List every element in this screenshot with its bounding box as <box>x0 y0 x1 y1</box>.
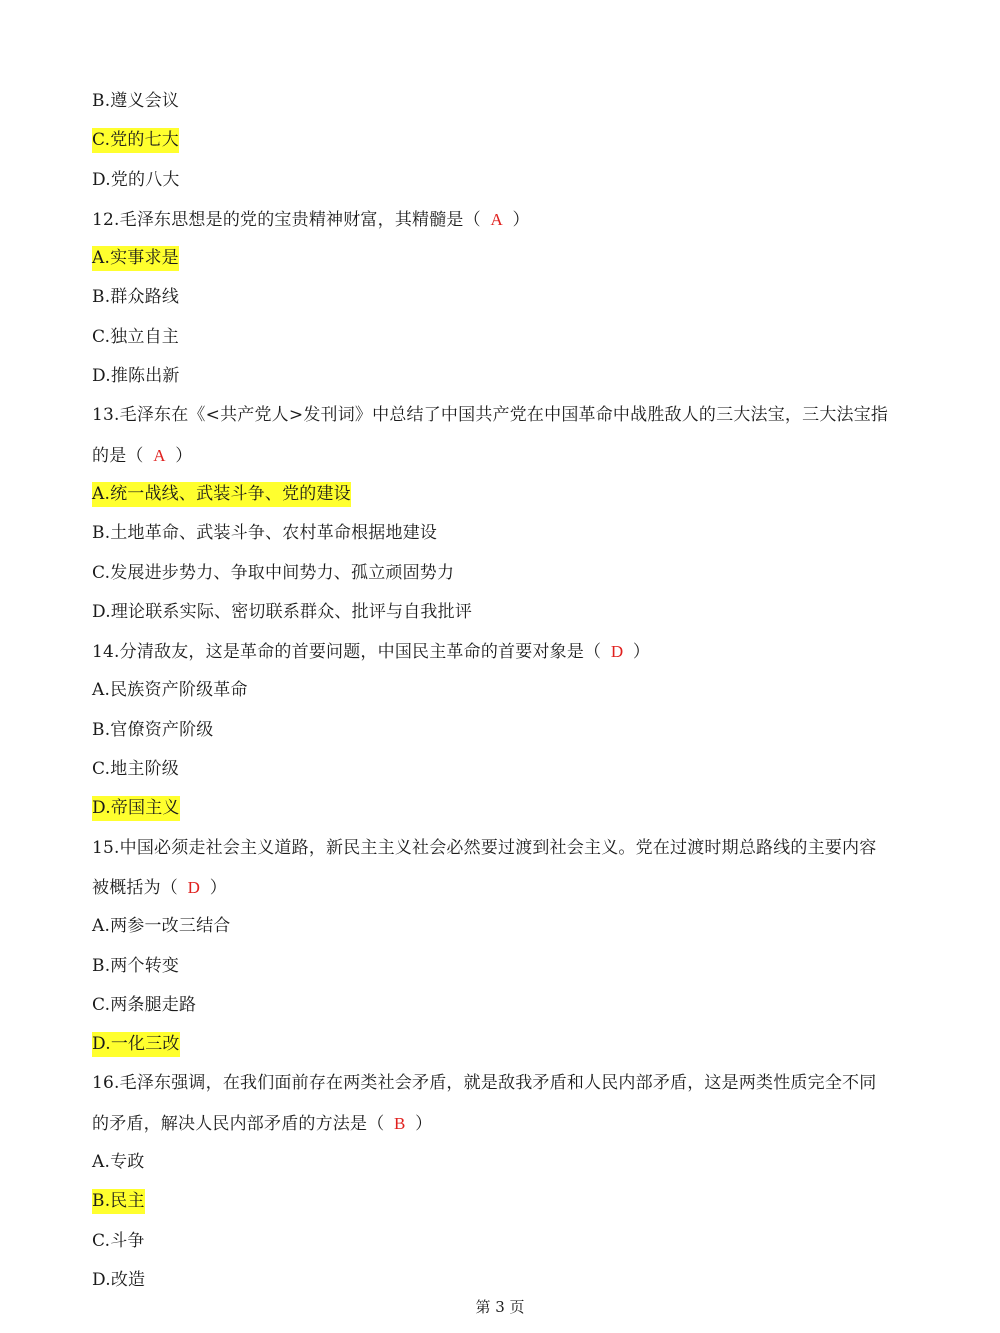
question-text: 15.中国必须走社会主义道路，新民主主义社会必然要过渡到社会主义。党在过渡时期总路线的主要内容 <box>92 837 877 858</box>
option-text: C.独立自主 <box>92 326 180 347</box>
question-line <box>92 200 912 239</box>
text-line <box>92 161 912 200</box>
question-list <box>92 82 912 1300</box>
correct-option-highlight: D.帝国主义 <box>92 796 180 821</box>
answer-letter: A <box>490 209 503 229</box>
question-text: 16.毛泽东强调，在我们面前存在两类社会矛盾，就是敌我矛盾和人民内部矛盾，这是两类性质完全不同 <box>92 1073 877 1094</box>
correct-option-highlight: B.民主 <box>92 1189 145 1214</box>
page-footer <box>0 1296 1000 1317</box>
question-line <box>92 1104 912 1143</box>
option-text: C.发展进步势力、争取中间势力、孤立顽固势力 <box>92 562 455 583</box>
text-line <box>92 475 912 514</box>
answer-letter: B <box>394 1113 406 1133</box>
option-text: C.两条腿走路 <box>92 994 197 1015</box>
correct-option-highlight: A.统一战线、武装斗争、党的建设 <box>92 482 351 507</box>
text-line <box>92 1025 912 1064</box>
question-text: 的是（ <box>92 445 150 466</box>
option-text: A.民族资产阶级革命 <box>92 680 248 701</box>
text-line <box>92 82 912 121</box>
footer-suffix: 页 <box>504 1298 525 1316</box>
question-text: 的矛盾，解决人民内部矛盾的方法是（ <box>92 1113 391 1134</box>
option-text: D.改造 <box>92 1269 146 1290</box>
question-line <box>92 829 912 868</box>
correct-option-highlight: C.党的七大 <box>92 128 179 153</box>
question-text-end: ） <box>409 1113 433 1134</box>
correct-option-highlight: A.实事求是 <box>92 246 179 271</box>
text-line <box>92 789 912 828</box>
text-line <box>92 907 912 946</box>
answer-letter: A <box>153 445 166 465</box>
option-text: B.官僚资产阶级 <box>92 719 214 740</box>
question-text: 13.毛泽东在《<共产党人>发刊词》中总结了中国共产党在中国革命中战胜敌人的三大法宝，三大法宝指 <box>92 405 889 426</box>
answer-letter: D <box>610 642 624 662</box>
text-line <box>92 671 912 710</box>
text-line <box>92 554 912 593</box>
text-line <box>92 1143 912 1182</box>
question-line <box>92 632 912 671</box>
option-text: D.党的八大 <box>92 169 180 190</box>
correct-option-highlight: D.一化三改 <box>92 1032 180 1057</box>
text-line <box>92 1182 912 1221</box>
question-line <box>92 396 912 435</box>
text-line <box>92 278 912 317</box>
option-text: B.土地革命、武装斗争、农村革命根据地建设 <box>92 523 438 544</box>
option-text: A.两参一改三结合 <box>92 916 231 937</box>
text-line <box>92 947 912 986</box>
text-line <box>92 357 912 396</box>
option-text: C.斗争 <box>92 1230 145 1251</box>
text-line <box>92 593 912 632</box>
question-line <box>92 868 912 907</box>
text-line <box>92 239 912 278</box>
answer-letter: D <box>187 877 201 897</box>
question-line <box>92 1064 912 1103</box>
text-line <box>92 986 912 1025</box>
question-text: 12.毛泽东思想是的党的宝贵精神财富，其精髓是（ <box>92 209 487 230</box>
question-text-end: ） <box>204 877 227 898</box>
option-text: B.遵义会议 <box>92 91 180 111</box>
text-line <box>92 750 912 789</box>
page-number: 3 <box>495 1298 505 1316</box>
text-line <box>92 318 912 357</box>
option-text: C.地主阶级 <box>92 759 180 780</box>
question-line <box>92 436 912 475</box>
question-text-end: ） <box>506 209 530 230</box>
option-text: B.两个转变 <box>92 955 180 976</box>
option-text: D.推陈出新 <box>92 366 180 387</box>
text-line <box>92 711 912 750</box>
text-line <box>92 1261 912 1300</box>
question-text: 被概括为（ <box>92 877 184 898</box>
question-text: 14.分清敌友，这是革命的首要问题，中国民主革命的首要对象是（ <box>92 642 607 663</box>
text-line <box>92 121 912 160</box>
option-text: A.专政 <box>92 1152 145 1173</box>
option-text: D.理论联系实际、密切联系群众、批评与自我批评 <box>92 601 473 622</box>
question-text-end: ） <box>627 642 651 663</box>
footer-prefix: 第 <box>475 1298 496 1316</box>
question-text-end: ） <box>169 445 193 466</box>
text-line <box>92 1222 912 1261</box>
option-text: B.群众路线 <box>92 287 180 308</box>
text-line <box>92 514 912 553</box>
